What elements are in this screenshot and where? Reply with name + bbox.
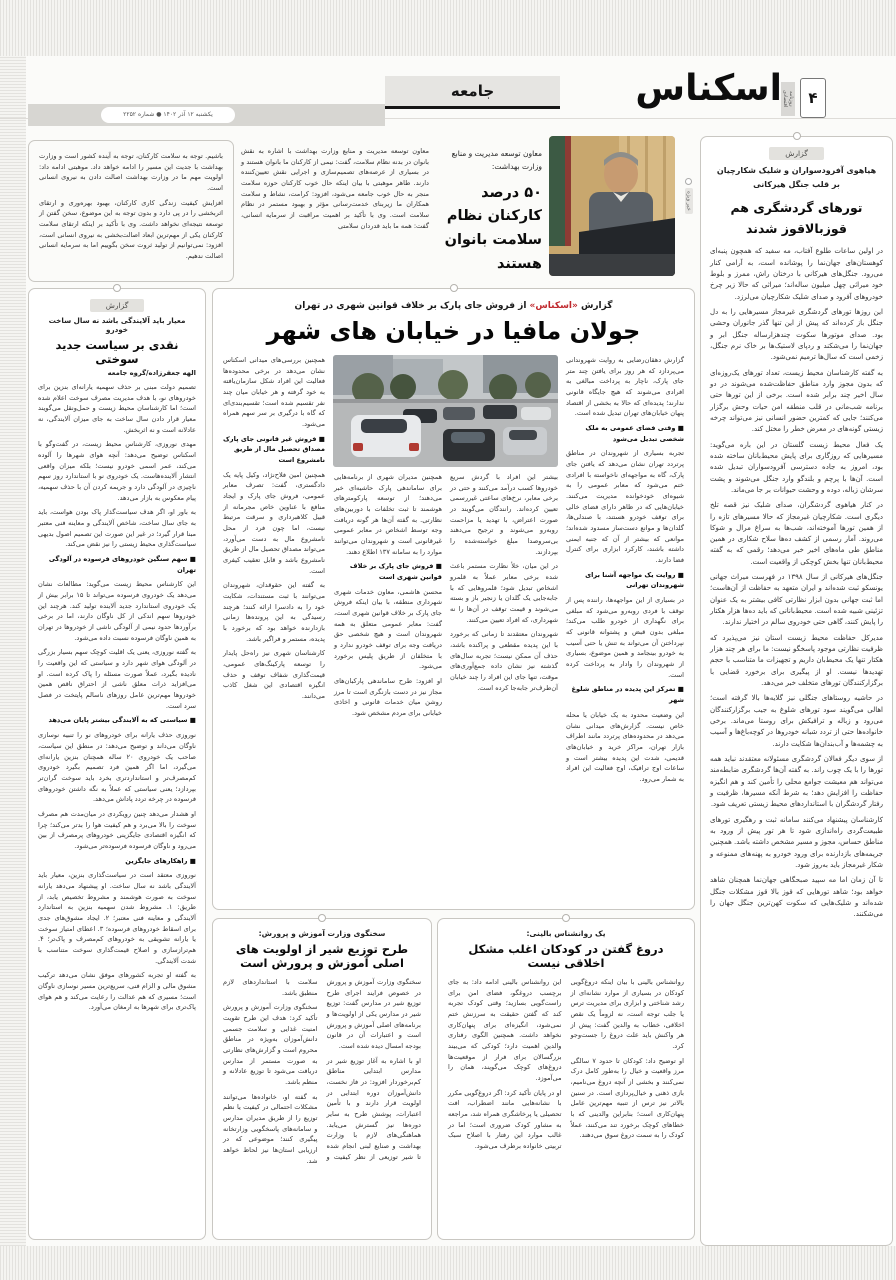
scan-texture-left [0, 56, 26, 1246]
health-headline-block [436, 136, 542, 286]
main-headline: جولان مافیا در خیابان های شهر [266, 317, 641, 345]
article-parking-main [212, 288, 695, 910]
date-band [28, 104, 385, 126]
pin-icon [113, 284, 121, 292]
minister-photo-graphic [549, 136, 675, 276]
article-lying-children [437, 918, 695, 1240]
milk-kicker: سخنگوی وزارت آموزش و پرورش: [258, 929, 386, 938]
masthead-subtitle: روزنامه اقتصادی [781, 82, 795, 116]
main-col-mid-left: همچنین مدیران شهری از برنامه‌هایی برای ساماندهی پارک حاشیه‌ای خبر می‌دهند؛ از توسعه پارکومترهای هوشمند تا ثبت تخلفات با دوربین‌های نظارتی. به گفته آن‌ها هر گونه دریافت وجه توسط اشخاص در معابر عمومی غیرقانونی است و شهروندان می‌توانند موارد را به سامانه ۱۳۷ اطلاع دهند. ■ فروش جای پارک بر خلاف قوانین شهری است محسن هاشمی، معاون خدمات شهری شهرداری منطقه، با بیان اینکه فروش جای پارک بر خلاف قوانین شهری است، گفت: معابر عمومی متعلق به همه شهروندان است و هیچ شخصی حق دریافت وجه برای توقف خودرو ندارد و با متخلفان از طریق پلیس برخورد می‌شود. او افزود: طرح ساماندهی پارکبان‌های مجاز نیز در دست بازنگری است تا مرز روشن میان خدمات قانونی و اخاذی خیابانی برای مردم مشخص شود. [334, 473, 442, 718]
tourism-kicker-line2: بر قلب جنگل هیرکانی [753, 180, 840, 190]
special-news-tag [682, 136, 695, 286]
milk-headline: طرح توزیع شیر از اولویت های اصلی آموزش و پرورش است [235, 942, 409, 970]
fuel-kicker: معیار باید آلایندگی باشد نه سال ساخت خودرو [48, 316, 186, 334]
article-school-milk [212, 918, 432, 1240]
date-line: یکشنبه ۱۲ آذر ۱۴۰۲ ● شماره ۲۲۵۲ [101, 107, 235, 123]
minister-photo [549, 136, 675, 276]
health-body-col-1: معاون توسعه مدیریت و منابع وزارت بهداشت با اشاره به نقش بانوان در بدنه نظام سلامت، گفت: نیمی از کارکنان ما بانوان هستند و در بسیاری از عرصه‌های تصمیم‌سازی و اجرایی نقش تعیین‌کننده دارند. طاهر موهبتی با بیان اینکه حال خوب کارکنان حوزه سلامت منجر به حال خوب جامعه می‌شود، افزود: کرامت، نشاط و سلامت همکاران ما زیربنای خدمت‌رسانی مؤثر و بهبود مستمر در نظام سلامت است. وی با تأکید بر اهمیت مراقبت از سرمایه انسانی، گفت: همه ما باید قدردان سلامتی [241, 147, 429, 230]
main-middle-cols [333, 472, 558, 723]
fuel-headline: نقدی بر سیاست جدید سوختی [55, 338, 179, 366]
report-tag: گزارش [769, 147, 824, 160]
lying-body: روانشناس بالینی با بیان اینکه دروغ‌گویی کودکان در بسیاری از موارد نشانه‌ای از رشد شناختی و ابزاری برای مدیریت ترس یا جلب توجه است، نه لزوماً یک نقص اخلاقی، خطاب به والدین گفت: پیش از هر واکنش باید علت دروغ را جست‌وجو کرد. او توضیح داد: کودکان تا حدود ۷ سالگی مرز واقعیت و خیال را به‌طور کامل درک نمی‌کنند و بخشی از آنچه دروغ می‌نامیم، بازی ذهنی و خیال‌پردازی است. در سنین بالاتر نیز ترس از تنبیه مهم‌ترین عامل پنهان‌کاری است؛ بنابراین والدینی که با خطاهای کوچک برخورد تند می‌کنند، عملاً کودک را به سمت دروغ سوق می‌دهند. این روانشناس بالینی ادامه داد: به جای برچسب دروغگو، فضای امن برای راست‌گویی بسازید؛ وقتی کودک تجربه کند که گفتن حقیقت به سرزنش ختم نمی‌شود، انگیزه‌ای برای پنهان‌کاری نخواهد داشت. همچنین الگوی رفتاری والدین اهمیت دارد؛ کودکی که می‌بیند بزرگسالان برای فرار از موقعیت‌ها دروغ‌های کوچک می‌گویند، همان را می‌آموزد. او در پایان تأکید کرد: اگر دروغ‌گویی مکرر با نشانه‌هایی مانند اضطراب، افت تحصیلی یا پرخاشگری همراه شد، مراجعه به مشاور کودک ضروری است؛ اما در غالب موارد این رفتار با اصلاح سبک تربیتی خانواده برطرف می‌شود. [448, 978, 684, 1151]
milk-body: سخنگوی وزارت آموزش و پرورش در خصوص فرایند اجرای طرح توزیع شیر در مدارس گفت: توزیع شیر در مدارس یکی از اولویت‌ها و برنامه‌های اصلی آموزش و پرورش است و اعتبارات آن در قانون بودجه امسال دیده شده است. او با اشاره به آغاز توزیع شیر در مدارس ابتدایی مناطق کم‌برخوردار افزود: در فاز نخست، دانش‌آموزان دوره ابتدایی در اولویت قرار دارند و با تأمین اعتبارات، پوشش طرح به سایر دوره‌ها نیز گسترش می‌یابد. هماهنگی‌های لازم با وزارت بهداشت و صنایع لبنی انجام شده تا شیر توزیعی از نظر کیفیت و سلامت با استانداردهای لازم منطبق باشد. سخنگوی وزارت آموزش و پرورش تأکید کرد: هدف این طرح تقویت امنیت غذایی و سلامت جسمی دانش‌آموزان به‌ویژه در مناطق محروم است و گزارش‌های نظارتی به صورت مستمر از مدارس دریافت می‌شود تا توزیع عادلانه و منظم باشد. به گفته او، خانواده‌ها می‌توانند مشکلات احتمالی در کیفیت یا نظم توزیع را از طریق مدیران مدارس و سامانه‌های پاسخگویی وزارتخانه پیگیری کنند؛ موضوعی که در ارزیابی استان‌ها نیز لحاظ خواهد شد. [223, 978, 421, 1165]
main-kicker-pre: گزارش [577, 301, 613, 311]
tourism-body: در اولین ساعات طلوع آفتاب، مه سفید که همچون پنبه‌ای کوهستان‌های جهان‌نما را پوشانده است، به آرامی کنار می‌رود. جنگل‌های هیرکانی با درختان راش، ممرز و بلوط خود میراثی چهل میلیون ساله‌اند؛ میراثی که حالا زیر چرخ خودروهای آفرود و صدای شلیک شکارچیان می‌لرزد. این روزها تورهای گردشگری غیرمجاز مسیرهایی را به دل جنگل باز کرده‌اند که پیش از این تنها گذر جانوران وحشی بود. صدای موتورها سکوت چندهزارساله جنگل ابر و جهان‌نما را می‌شکند و ردپای لاستیک‌ها بر خاک نرم جنگل، زخمی است که سال‌ها ترمیم نمی‌شود. به گفته کارشناسان محیط زیست، تعداد تورهای یک‌روزه‌ای که بدون مجوز وارد مناطق حفاظت‌شده می‌شوند در دو سال اخیر چند برابر شده است. برخی از این تورها حتی برنامه شب‌مانی در قلب منطقه امن حیات وحش برگزار می‌کنند؛ جایی که کمترین حضور انسانی نیز می‌تواند چرخه زیستی گونه‌های در معرض خطر را مختل کند. یک فعال محیط زیست گلستان در این باره می‌گوید: مسیرهایی که روزگاری برای پایش محیط‌بانان ساخته شده بود، امروز به جاده دسترسی آفرودسواران تبدیل شده است. آن‌ها با پرچم و بلندگو وارد جنگل می‌شوند و پشت سرشان زباله، دوده و وحشت حیوانات بر جا می‌ماند. در کنار هیاهوی گردشگران، صدای شلیک نیز قصه تلخ دیگری است. شکارچیان غیرمجاز که حالا مسیرهای تازه را از همین تورها آموخته‌اند، شب‌ها به سراغ مرال و شوکا می‌روند. آمار رسمی از کشف ده‌ها سلاح شکاری در همین مناطق طی ماه‌های اخیر خبر می‌دهد؛ رقمی که به گفته محیط‌بانان تنها بخش کوچکی از واقعیت است. جنگل‌های هیرکانی از سال ۱۳۹۸ در فهرست میراث جهانی یونسکو ثبت شده‌اند و ایران متعهد به حفاظت از آن‌هاست؛ اما ثبت جهانی بدون ابزار نظارتی کافی بیشتر به یک عنوان تزئینی شبیه شده است. محیط‌بانانی که باید ده‌ها هزار هکتار را پایش کنند، گاهی حتی خودروی سالم در اختیار ندارند. مدیرکل حفاظت محیط زیست استان نیز می‌پذیرد که ظرفیت نظارتی موجود پاسخگو نیست: ما برای هر چند هزار هکتار تنها یک محیط‌بان داریم و تجهیزات ما متناسب با حجم تهدیدها نیست. او از پیگیری برای برخورد قضایی با برگزارکنندگان تورهای متخلف خبر می‌دهد. در حاشیه روستاهای جنگلی نیز گلایه‌ها بالا گرفته است؛ اهالی می‌گویند سود تورهای شلوغ به جیب برگزارکنندگان می‌رود و زباله و ترافیکش برای روستا می‌ماند. برخی خانواده‌ها حتی از تردد شبانه خودروها در کوچه‌باغ‌ها و آسیب به چشمه‌ها و آب‌بندان‌ها شکایت دارند. از سوی دیگر فعالان گردشگری مسئولانه معتقدند نباید همه تورها را با یک چوب راند. به گفته آن‌ها گردشگری ضابطه‌مند می‌تواند هم معیشت جوامع محلی را تأمین کند و هم انگیزه حفاظت را افزایش دهد؛ به شرط آنکه مسیرها، ظرفیت و رفتار گردشگران با استانداردهای محیط زیستی تعریف شود. کارشناسان پیشنهاد می‌کنند سامانه ثبت و رهگیری تورهای طبیعت‌گردی راه‌اندازی شود تا هر تور پیش از ورود به مناطق حساس، مجوز و مسیر مشخص داشته باشد. همچنین جریمه‌های بازدارنده برای ورود خودرو به پهنه‌های ممنوعه و شکار غیرمجاز باید به‌روز شود. تا آن زمان اما مه سپید صبحگاهی جهان‌نما همچنان شاهد خواهد بود؛ شاهد تورهایی که قوز بالا قوز مشکلات جنگل شده‌اند و شلیک‌هایی که سکوت کهن‌ترین جنگل جهان را می‌شکنند. [710, 247, 883, 919]
main-col-middle [333, 355, 558, 789]
article-tourism [700, 136, 893, 1246]
section-tab: جامعه [385, 76, 560, 109]
main-col-right: گزارش دهقان‌رضایی به روایت شهروندانی می‌پردازد که هر روز برای یافتن چند متر جای پارک، ناچار به پرداخت مبالغی به افرادی می‌شوند که هیچ جایگاه قانونی ندارند؛ پدیده‌ای که حالا به بخشی از اقتصاد پنهان خیابان‌های تهران تبدیل شده است. ■ وقتی فضای عمومی به ملک شخصی تبدیل می‌شود تجربه بسیاری از شهروندان در مناطق پرتردد تهران نشان می‌دهد که یافتن جای پارک، گاه به مواجهه‌ای ناخواسته با افرادی ختم می‌شود که معابر عمومی را به شیوه‌ای خودخوانده مدیریت می‌کنند. خیابان‌هایی که در ظاهر دارای فضای خالی برای توقف خودرو هستند، با صندلی‌ها، گلدان‌ها و موانع دست‌ساز مسدود شده‌اند؛ موانعی که بیشتر از آن که جنبه ایمنی داشته باشند، کارکرد ابزاری برای کنترل فضا دارند. ■ روایت یک مواجهه آشنا برای شهروندان تهرانی در بسیاری از این مواجهه‌ها، راننده پس از توقف با فردی روبه‌رو می‌شود که مبلغی برای نگهداری از خودرو طلب می‌کند؛ مبلغی بدون قبض و پشتوانه قانونی که نپرداختن آن می‌تواند به تنش یا حتی آسیب به خودرو بینجامد و همین موضوع، بسیاری از شهروندان را وادار به پرداخت کرده است. ■ تمرکز این پدیده در مناطق شلوغ شهر این وضعیت محدود به یک خیابان یا محله خاص نیست. گزارش‌های میدانی نشان می‌دهد در محدوده‌های پرتردد مانند اطراف بازار تهران، مراکز خرید و خیابان‌های قدیمی، شدت این پدیده بیشتر است و ساعات اوج ترافیک، اوج فعالیت این افراد به شمار می‌رود. [566, 356, 684, 783]
pin-icon [793, 132, 801, 140]
scan-texture-top [0, 0, 896, 56]
pin-icon [562, 914, 570, 922]
report-tag: گزارش [90, 299, 145, 312]
main-col-left: همچنین بررسی‌های میدانی اسکناس نشان می‌دهد در برخی محدوده‌ها فعالیت این افراد شکل سازمان‌یافته به خود گرفته و هر خیابان میان چند نفر تقسیم شده است؛ تقسیم‌بندی‌ای که گاه با درگیری بر سر سهم همراه می‌شود. ■ فروش غیر قانونی جای پارک مصداق تحصیل مال از طریق نامشروع است همچنین امین فلاح‌نژاد، وکیل پایه یک دادگستری، گفت: تصرف معابر عمومی، فروش جای پارک و ایجاد منافع با عناوین خاص مجرمانه از قبیل کلاهبرداری و سرقت مرتبط نیست، اما چون فرد از محل نامشروع مال به دست می‌آورد، می‌تواند مصداق تحصیل مال از طریق نامشروع باشد و قابل تعقیب کیفری است. به گفته این حقوقدان، شهروندان می‌توانند با ثبت مستندات، شکایت خود را به دادسرا ارائه کنند؛ هرچند رسیدگی به این پرونده‌ها زمانی بازدارنده خواهد بود که برخورد با پدیده، مستمر و فراگیر باشد. کارشناسان شهری نیز راه‌حل پایدار را توسعه پارکینگ‌های عمومی، قیمت‌گذاری شفاف توقف و حذف انگیزه اقتصادی این شغل کاذب می‌دانند. [223, 356, 325, 701]
street-traffic-photo-graphic [333, 355, 558, 467]
main-col-mid-right: بیشتر این افراد با گردش سریع خودروها کسب درآمد می‌کنند و حتی در برخی معابر، نرخ‌های ساعتی غیررسمی تعیین کرده‌اند. رانندگان می‌گویند در صورت اعتراض، با تهدید یا مزاحمت روبه‌رو می‌شوند و ترجیح می‌دهند بی‌سروصدا مبلغ خواسته‌شده را بپردازند. در این میان، خلأ نظارت مستمر باعث شده برخی معابر عملاً به قلمرو اشخاص تبدیل شود؛ قلمروهایی که با جابه‌جایی یک گلدان یا زنجیر باز و بسته می‌شوند و قیمت توقف در آن‌ها را نه شهرداری، که افراد تعیین می‌کنند. شهروندان معتقدند تا زمانی که برخورد با این پدیده مقطعی و پراکنده باشد، حذف آن ممکن نیست؛ تجربه سال‌های گذشته نیز نشان داده جمع‌آوری‌های موقت، تنها جای این افراد را چند خیابان آن‌طرف‌تر جابه‌جا کرده است. [450, 473, 558, 692]
main-kicker-brand: «اسکناس» [529, 301, 578, 311]
fuel-byline: الهه جعفرزاده/گروه جامعه [107, 369, 196, 377]
main-kicker-post: از فروش جای پارک بر خلاف قوانین شهری در تهران [294, 301, 530, 311]
main-kicker [223, 301, 684, 311]
health-headline: ۵۰ درصد کارکنان نظام سلامت بانوان هستند [444, 184, 542, 273]
lying-headline: دروغ گفتن در کودکان اغلب مشکل اخلاقی نیست [468, 942, 664, 970]
health-kicker: معاون توسعه مدیریت و منابع وزارت بهداشت: [451, 149, 542, 171]
pin-icon [318, 914, 326, 922]
tourism-kicker-line1: هیاهوی آفرودسواران و شلیک شکارچیان [716, 166, 877, 175]
main-body [223, 355, 684, 789]
article-health [28, 136, 695, 286]
fuel-body: تصمیم دولت مبنی بر حذف سهمیه یارانه‌ای بنزین برای خودروهای نو، با هدف مدیریت مصرف سوخت اعلام شده است؛ اما کارشناسان محیط زیست و حمل‌ونقل می‌گویند معیار قرار دادن سال ساخت به جای میزان آلایندگی، نه عادلانه است و نه اثربخش. مهدی نوروزی، کارشناس محیط زیست، در گفت‌وگو با اسکناس توضیح می‌دهد: آنچه هوای شهرها را آلوده می‌کند، عمر اسمی خودرو نیست؛ بلکه میزان واقعی انتشار آلاینده‌هاست. یک خودروی نو با استاندارد روز سهم ناچیزی در آلودگی دارد و جریمه کردن آن با حذف سهمیه، پیام معکوس به بازار می‌دهد. به باور او، اگر هدف سیاست‌گذار پاک بودن هواست، باید به جای سال ساخت، شاخص آلایندگی و معاینه فنی معتبر مبنا قرار گیرد؛ در غیر این صورت این تصمیم اصول بدیهی سیاست‌گذاری محیط زیستی را نیز نقض می‌کند. ■ سهم سنگین خودروهای فرسوده در آلودگی تهران این کارشناس محیط زیست می‌گوید: مطالعات نشان می‌دهد یک خودروی فرسوده می‌تواند تا ۱۵ برابر بیش از یک خودروی استاندارد جدید آلاینده تولید کند. هرچند این خودروها سهم اندکی از کل ناوگان دارند، اما در برخی برآوردها حدود نیمی از آلودگی ناشی از خودروها در تهران به همین ناوگان فرسوده نسبت داده می‌شود. به گفته نوروزی، یعنی یک اقلیت کوچک سهم بسیار بزرگی در آلودگی هوای شهر دارد و سیاستی که این واقعیت را نادیده بگیرد، عملاً صورت مسئله را پاک کرده است. او می‌افزاید ذرات معلق ناشی از احتراق ناقص همین خودروها مهم‌ترین عامل روزهای ناسالم پایتخت در فصل سرد است. ■ سیاستی که به آلایندگی بیشتر پایان می‌دهد نوروزی حذف یارانه برای خودروهای نو را تنبیه نوسازی ناوگان می‌داند و توضیح می‌دهد: در منطق این سیاست، صاحب یک خودروی ۲۰ ساله همچنان بنزین یارانه‌ای می‌گیرد، اما اگر همین فرد تصمیم بگیرد خودروی کم‌مصرف‌تر و استانداردتری بخرد باید سوخت گران‌تر بپردازد؛ یعنی سیاستی که عملاً به نگه داشتن خودروهای فرسوده در چرخه تردد پاداش می‌دهد. او هشدار می‌دهد چنین رویکردی در میان‌مدت هم مصرف سوخت را بالا می‌برد و هم کیفیت هوا را بدتر می‌کند؛ چرا که انگیزه اقتصادی جایگزینی خودروهای پرمصرف از بین می‌رود و ناوگان فرسوده فرسوده‌تر می‌شود. ■ راهکارهای جایگزین نوروزی معتقد است در سیاست‌گذاری بنزین، معیار باید آلایندگی باشد نه سال ساخت. او پیشنهاد می‌دهد یارانه سوخت به صورت هوشمند و مشروط تخصیص یابد، از طریق: ۱. مشروط شدن سهمیه بنزین به استاندارد آلایندگی و معاینه فنی معتبر؛ ۲. ایجاد مشوق‌های جدی برای اسقاط خودروهای فرسوده؛ ۳. اعطای امتیاز سوخت یا یارانه تشویقی به خودروهای کم‌مصرف و پاک‌تر؛ ۴. هم‌ترازسازی و اصلاح قیمت‌گذاری سوخت متناسب با شدت آلایندگی. به گفته او تجربه کشورهای موفق نشان می‌دهد ترکیب مشوق مالی و الزام فنی، سریع‌ترین مسیر نوسازی ناوگان است؛ مسیری که هم عدالت را رعایت می‌کند و هم هوای پاک‌تری برای شهرها به ارمغان می‌آورد. [38, 383, 196, 1012]
article-fuel-policy [28, 288, 206, 1240]
pin-icon [450, 284, 458, 292]
health-body-col-2: باشیم. توجه به سلامت کارکنان، توجه به آینده کشور است و وزارت بهداشت با جدیت این مسیر را ادامه خواهد داد. موهبتی ادامه داد: اولویت مهم ما در وزارت بهداشت اصالت دادن به نیروی انسانی است. افزایش کیفیت زندگی کاری کارکنان، بهبود بهره‌وری و ارتقای اثربخشی را در پی دارد و بدون توجه به این موضوع، سخن گفتن از توسعه نتیجه‌ای نخواهد داشت. وی با تأکید بر اینکه ارتقای سلامت کارکنان یکی از مهم‌ترین ابعاد اصالت‌بخشی به نیروی انسانی است، افزود: نمی‌توانیم از تولید ثروت سخن بگوییم اما به سرمایه انسانی اصالت ندهیم. [28, 140, 234, 282]
pin-icon [685, 178, 692, 185]
tourism-kicker [710, 164, 883, 193]
special-news-label: خبر ویژه [685, 188, 693, 214]
scan-texture-bottom [0, 1246, 896, 1280]
tourism-headline: تورهای گردشگری هم قوزبالاقوز شدند [730, 199, 863, 237]
lying-kicker: یک روانشناس بالینی: [526, 929, 606, 938]
street-traffic-photo [333, 355, 558, 467]
page-number: ۴ [800, 78, 826, 118]
masthead: اسکناس [635, 68, 782, 109]
